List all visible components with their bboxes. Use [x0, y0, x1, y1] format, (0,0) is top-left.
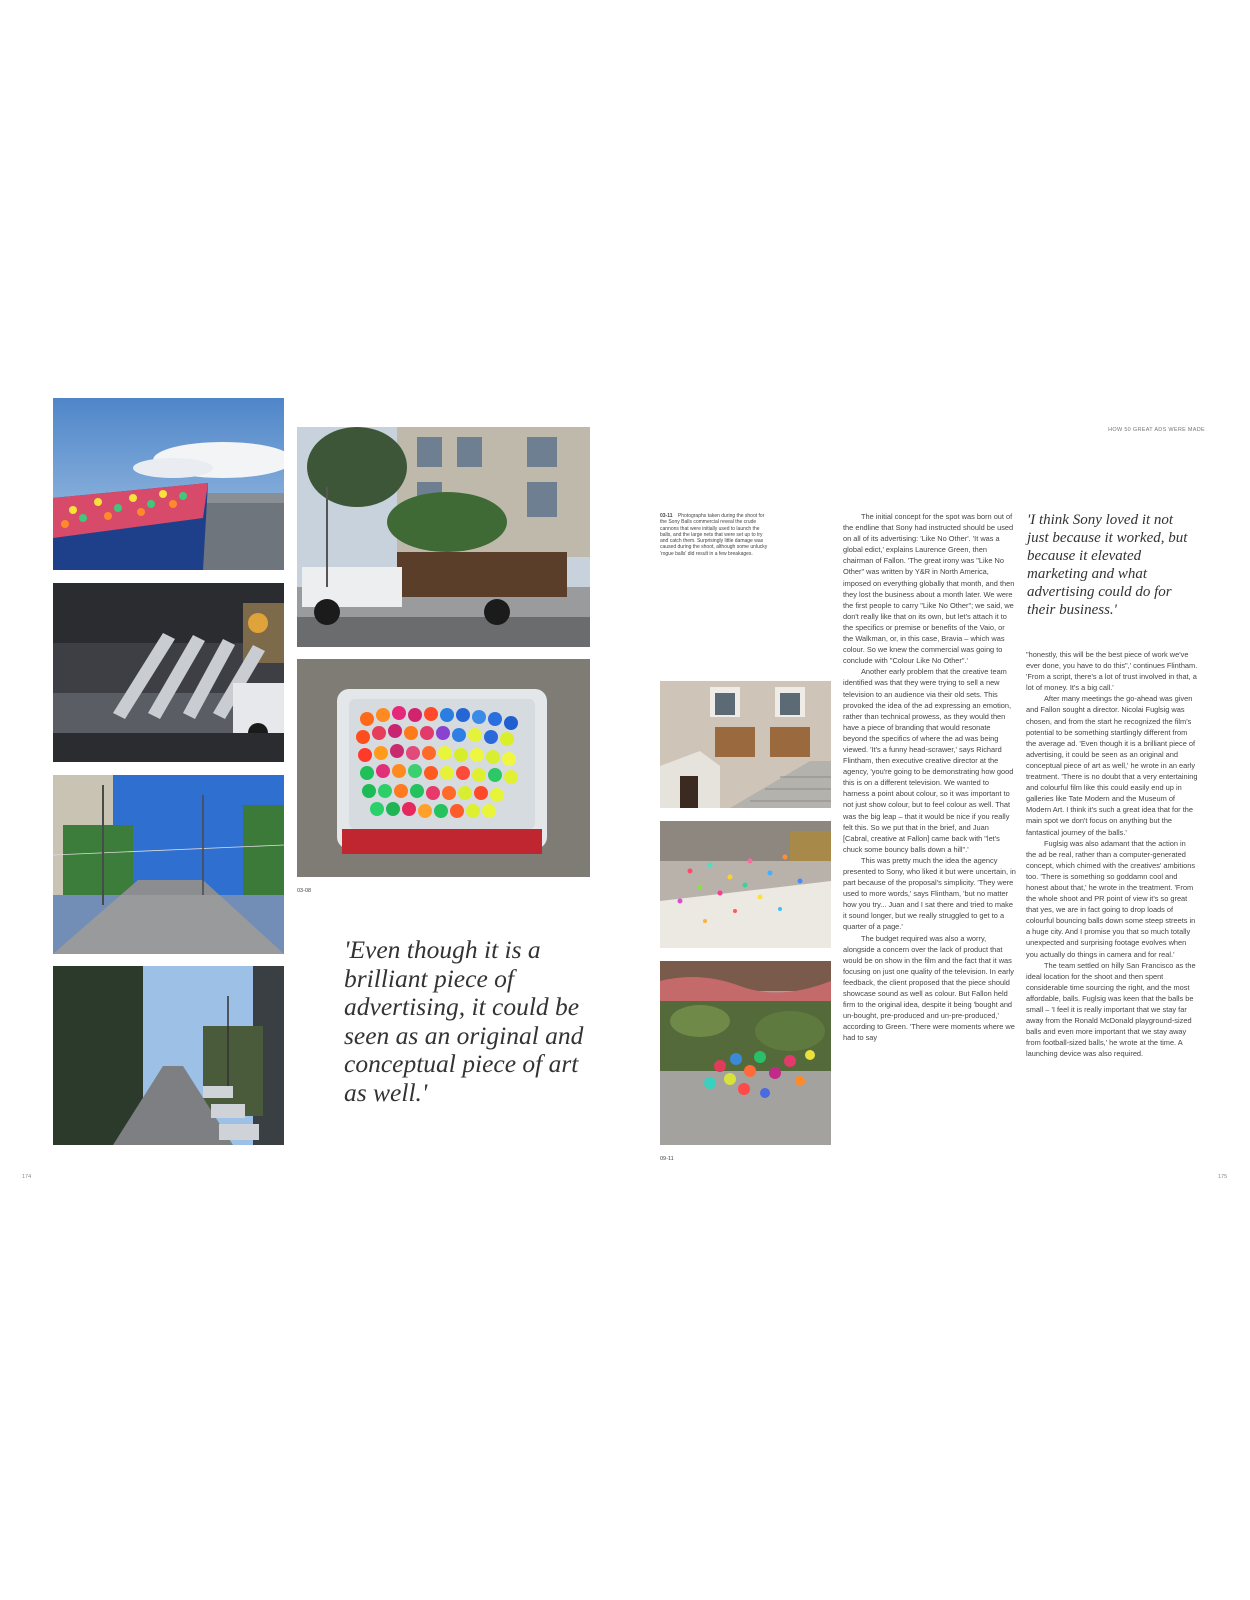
folio-right: 175	[1218, 1174, 1228, 1180]
figure-label-left: 03-08	[297, 888, 312, 894]
body-paragraph: After many meetings the go-ahead was given and Fallon sought a director. Nicolai Fuglsig was chosen, and from the start he recognized the film's potential to be something startlingly different from the average ad. 'Even though it is a brilliant piece of advertising, it could be seen as an original and conceptual piece of art as well,' he wrote in an early treatment. 'There is no doubt that a very entertaining and colourful film like this could easily end up in galleries like Tate Modern and the Museum of Modern Art. I think it's such a great idea that for the main spot we don't focus on anything but the fantastical journey of the balls.'	[1026, 694, 1198, 837]
pull-quote-large: 'Even though it is a brilliant piece of advertising, it could be seen as an original and conceptual piece of art as well.'	[344, 935, 584, 1107]
photo-balls-bouncing-street	[660, 821, 831, 948]
running-head: HOW 50 GREAT ADS WERE MADE	[1108, 427, 1205, 433]
photo-house-steps	[660, 681, 831, 808]
photo-ball-cannons	[53, 583, 284, 762]
photo-ball-dumpster	[53, 398, 284, 570]
caption-text: Photographs taken during the shoot for the Sony Balls commercial reveal the crude cannons that were initially used to launch the balls, and the large nets that were set up to try and catch them. Surprisingly little damage was caused during the shoot, although some unlucky 'rogue balls' did result in a few breakages.	[660, 513, 768, 557]
body-paragraph: The initial concept for the spot was born out of the endline that Sony had instructed should be used on all of its advertising: 'Like No Other'. 'It was a global edict,' explains Laurence Green, then chairman of Fallon. 'The great irony was "Like No Other" was written by Y&R in North America, imposed on everything globally that month, and then they lost the business about a month later. We were the first people to carry "Like No Other"; we said, we don't really like that on its own, but let's attach it to the specifics or premise or benefits of the Vaio, or the Walkman, or, in this case, Bravia – which was colour. So we knew the commercial was going to conclude with "Colour Like No Other".'	[843, 512, 1015, 666]
body-column-1	[843, 511, 1016, 1146]
photo-steep-street-nets	[53, 775, 284, 954]
photo-truck-with-cannons	[297, 427, 590, 647]
photo-crate-of-balls	[297, 659, 590, 877]
folio-left: 174	[22, 1174, 32, 1180]
body-paragraph: Fuglsig was also adamant that the action in the ad be real, rather than a computer-generated concept, which chimed with the creatives' ambitions too. 'There is something so goddamn cool and honest about that,' he wrote in the treatment. 'From the whole shoot and PR point of view it's so great that yes, we are in fact going to drop loads of colourful bouncing balls down some steep streets in a huge city. And I promise you that so much totally unexpected and surprising footage evolves when you actually do things in camera and for real.'	[1026, 838, 1196, 959]
photo-caption	[660, 513, 772, 557]
body-paragraph: This was pretty much the idea the agency presented to Sony, who liked it but were uncertain, in part because of the proposal's simplicity. 'They were used to more words,' says Flintham, 'but no matter how you try... Juan and I sat there and tried to make it sound longer, but we really struggled to get to a quarter of a page.'	[843, 855, 1016, 932]
body-column-2	[1026, 649, 1198, 1146]
body-paragraph: "honestly, this will be the best piece of work we've ever done, you have to do this",' continues Flintham. 'From a script, there's a lot of trust involved in that, a lot of money. It's a big call.'	[1026, 650, 1198, 693]
photo-balls-on-verge	[660, 961, 831, 1145]
figure-label-right: 09-11	[660, 1156, 674, 1162]
body-paragraph: The team settled on hilly San Francisco as the ideal location for the shoot and then spent considerable time sourcing the right, and the most affordable, balls. Fuglsig was keen that the balls be small – 'I feel it is really important that we stay far away from the Ronald McDonald playground-sized balls and even more important that we stay away from football-sized balls,' he wrote at the time. A launching device was also required.	[1026, 960, 1196, 1059]
body-paragraph: The budget required was also a worry, alongside a concern over the lack of product that would be on show in the film and the fact that it was focusing on just one quality of the television. In early feedback, the client proposed that the piece should showcase sound as well as colour. But Fallon held firm to the original idea, despite it being 'bought and un-bought, pre-produced and un-pre-produced,' according to Green. 'There were moments where we had to say	[843, 933, 1015, 1043]
photo-street-parked-cars	[53, 966, 284, 1145]
body-paragraph: Another early problem that the creative team identified was that they were trying to sell a new television to an audience via their old sets. This provoked the idea of the ad expressing an emotion, rather than technical prowess, as they would then have a piece of branding that would resonate beyond the specifics of where the ad was being viewed. 'It's a funny head-scrawer,' says Richard Flintham, then executive creative director at the agency, 'you're going to be demonstrating how good this is on a different television. We wanted to harness a point about colour, so it was important to not just show colour, but to feel colour as well. That was the big leap – that it would be nice if you really felt this. So we put that in the brief, and Juan [Cabral, creative at Fallon] came back with "let's chuck some bouncy balls down a hill".'	[843, 667, 1014, 854]
caption-number: 03-11	[660, 513, 673, 519]
pull-quote-small: 'I think Sony loved it not just because it worked, but because it elevated marketing and what advertising could do for their business.'	[1027, 512, 1188, 618]
